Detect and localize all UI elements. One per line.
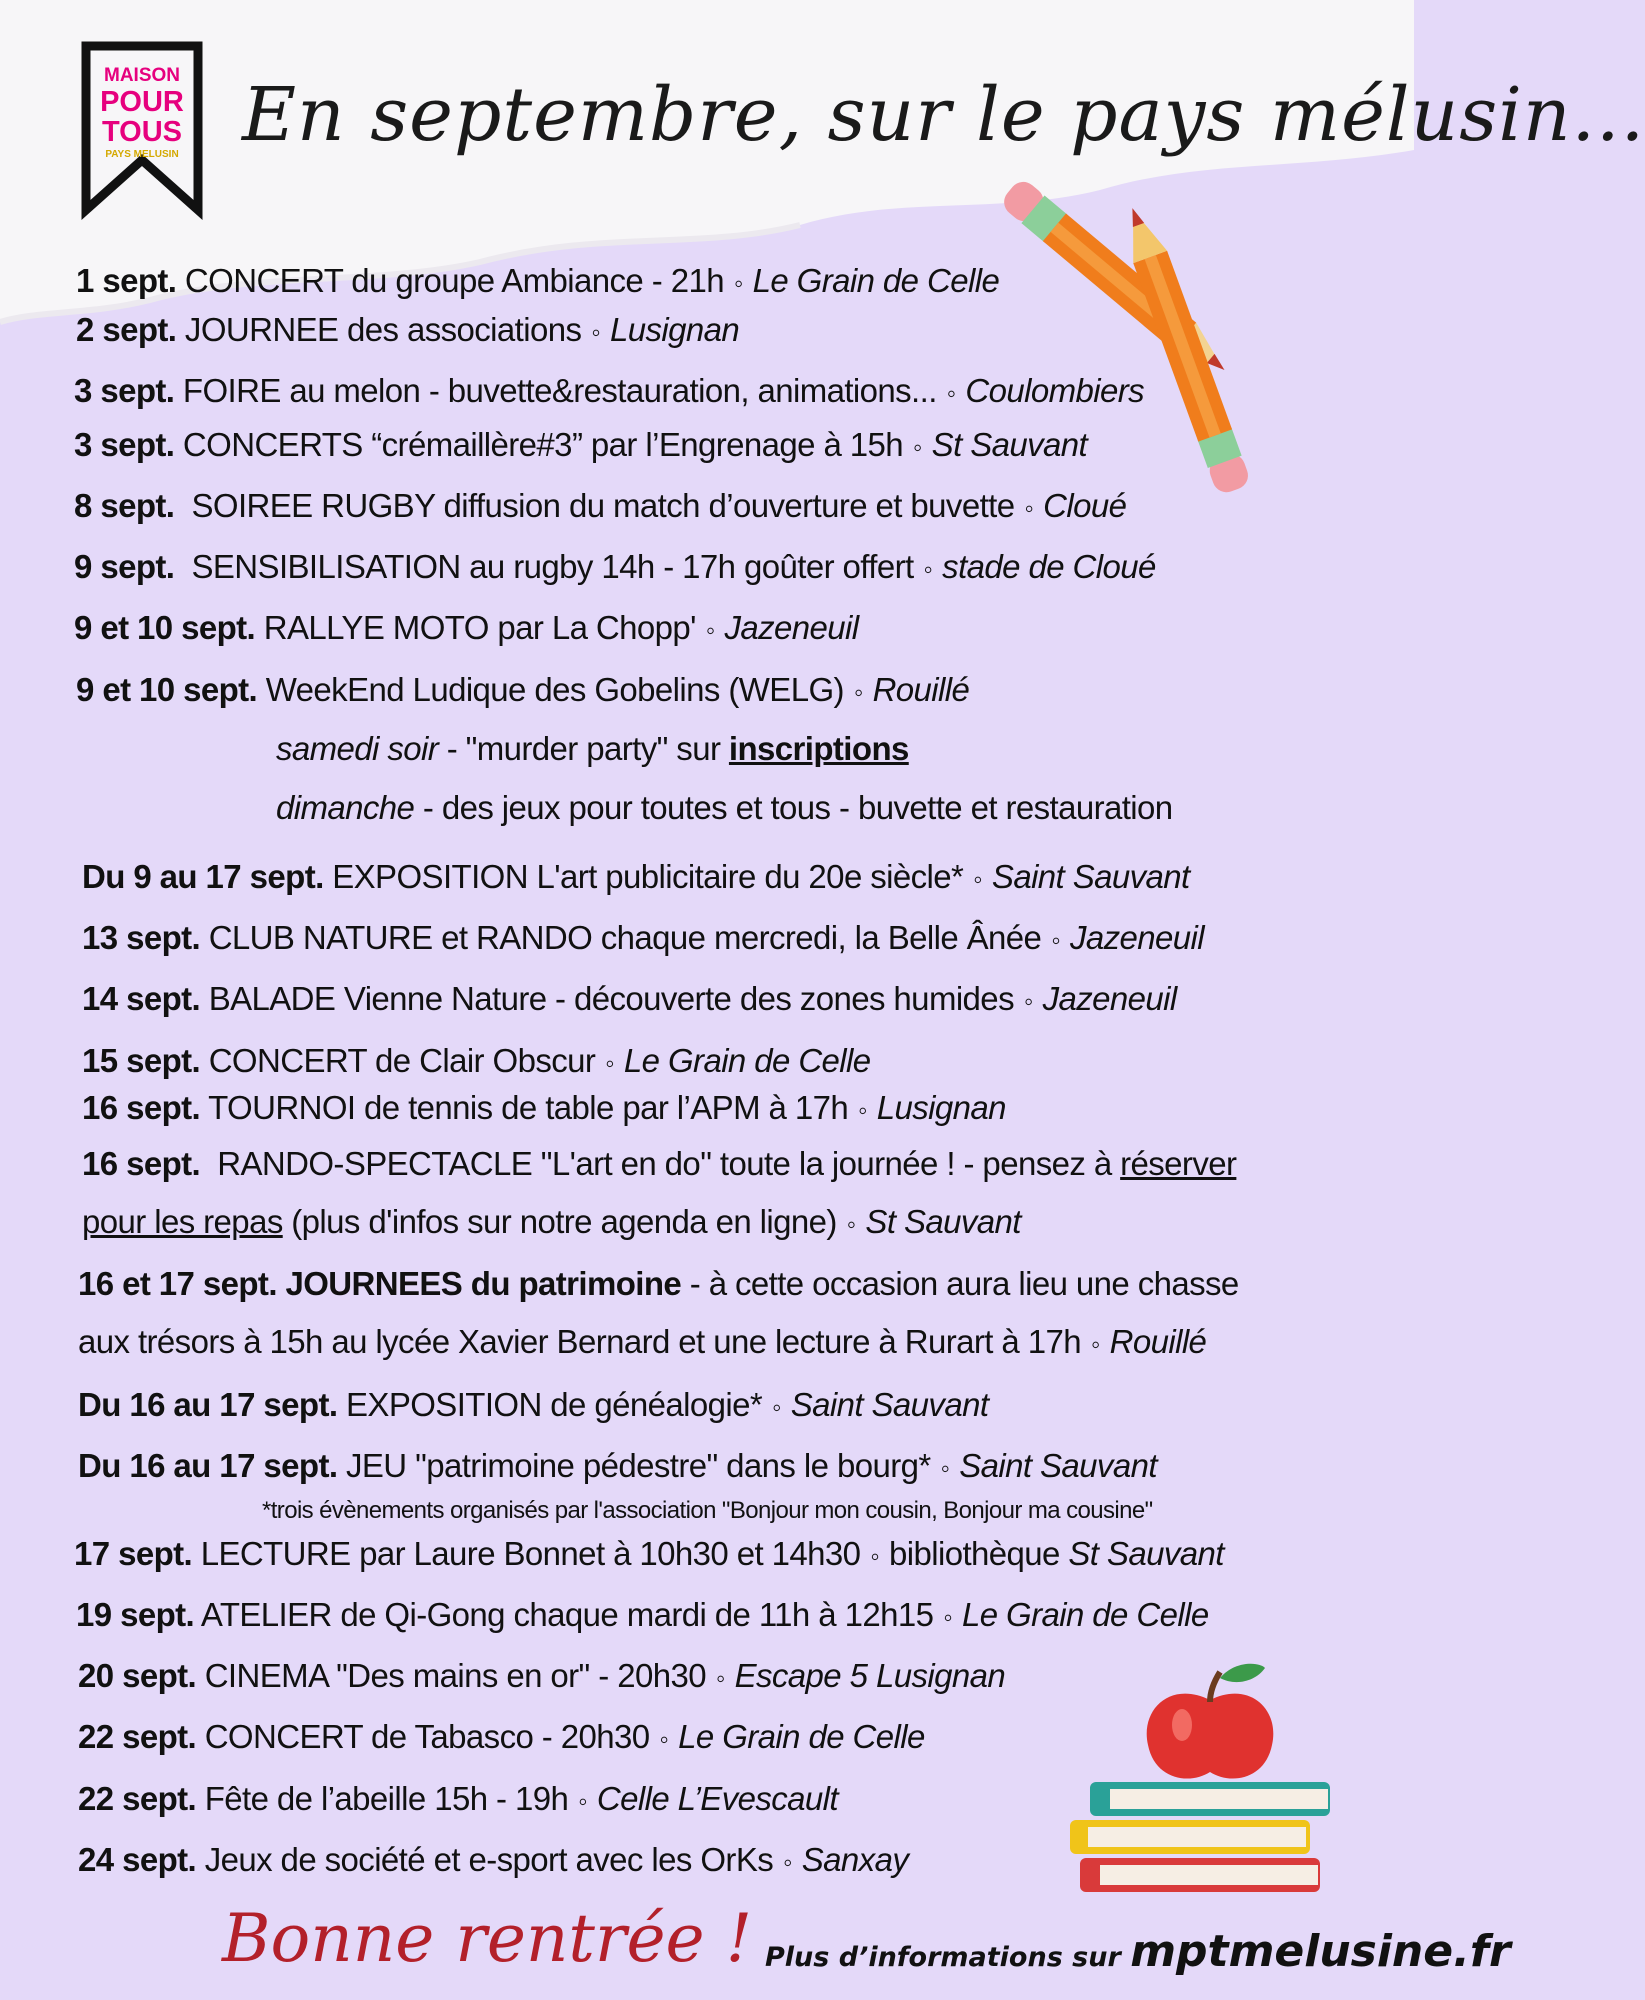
event-date: Du 16 au 17 sept.: [78, 1386, 338, 1423]
event-text: EXPOSITION de généalogie*: [346, 1386, 763, 1423]
event-date: 24 sept.: [78, 1841, 197, 1878]
event-date: 16 sept.: [82, 1089, 201, 1126]
event-date: 19 sept.: [76, 1596, 195, 1633]
separator-bullet-icon: ◦: [578, 1786, 587, 1816]
event-text: CINEMA "Des mains en or" - 20h30: [204, 1657, 706, 1694]
event-text: ATELIER de Qi-Gong chaque mardi de 11h à 12h15: [200, 1596, 934, 1633]
event-location: Le Grain de Celle: [961, 1596, 1209, 1633]
list-item: [76, 262, 999, 300]
event-location: Lusignan: [876, 1089, 1006, 1126]
welg-saturday: [276, 730, 909, 768]
event-text: BALADE Vienne Nature - découverte des zones humides: [208, 980, 1014, 1017]
event-date: 3 sept.: [74, 426, 175, 463]
event-text: EXPOSITION L'art publicitaire du 20e siècle*: [332, 858, 964, 895]
list-item: [78, 1718, 925, 1756]
event-text: LECTURE par Laure Bonnet à 10h30 et 14h30: [200, 1535, 861, 1572]
list-item: [82, 980, 1177, 1018]
event-location: Jazeneuil: [724, 609, 859, 646]
list-item: [74, 426, 1087, 464]
event-location-prefix: bibliothèque: [889, 1535, 1069, 1572]
event-date: 2 sept.: [76, 311, 177, 348]
rando-spectacle-line1: [82, 1145, 1236, 1183]
separator-bullet-icon: ◦: [1023, 986, 1033, 1016]
separator-bullet-icon: ◦: [783, 1847, 792, 1877]
event-location: Coulombiers: [965, 372, 1145, 409]
separator-bullet-icon: ◦: [946, 378, 956, 408]
list-item: [78, 1657, 1005, 1695]
event-text: TOURNOI de tennis de table par l’APM à 17h: [208, 1089, 849, 1126]
event-text: Fête de l’abeille 15h - 19h: [204, 1780, 569, 1817]
event-text: CONCERT de Tabasco - 20h30: [204, 1718, 650, 1755]
welg-sunday: [276, 789, 1173, 827]
event-text: SOIREE RUGBY diffusion du match d’ouverture et buvette: [191, 487, 1015, 524]
list-item: [74, 487, 1126, 525]
event-text: CLUB NATURE et RANDO chaque mercredi, la Belle Ânée: [208, 919, 1042, 956]
separator-bullet-icon: ◦: [591, 317, 600, 347]
event-date: 9 et 10 sept.: [76, 671, 258, 708]
logo-line-1: MAISON: [104, 65, 180, 86]
repas-link[interactable]: pour les repas: [82, 1203, 283, 1240]
event-date: 14 sept.: [82, 980, 201, 1017]
separator-bullet-icon: ◦: [772, 1392, 781, 1422]
event-date: 16 et 17 sept.: [78, 1265, 277, 1302]
list-item: [76, 1596, 1209, 1634]
separator-bullet-icon: ◦: [923, 554, 933, 584]
saturday-text: - "murder party" sur: [438, 730, 729, 767]
event-location: Saint Sauvant: [991, 858, 1190, 895]
event-location: Sanxay: [801, 1841, 909, 1878]
event-date: 17 sept.: [74, 1535, 193, 1572]
separator-bullet-icon: ◦: [870, 1541, 880, 1571]
event-text: RALLYE MOTO par La Chopp': [263, 609, 696, 646]
event-text: WeekEnd Ludique des Gobelins (WELG): [265, 671, 844, 708]
maison-pour-tous-logo: [80, 42, 204, 218]
saturday-label: samedi soir: [276, 730, 439, 767]
reserver-link[interactable]: réserver: [1120, 1145, 1237, 1182]
event-date: 9 et 10 sept.: [74, 609, 256, 646]
event-text: CONCERTS “crémaillère#3” par l’Engrenage à 15h: [182, 426, 904, 463]
list-item: [78, 1780, 838, 1818]
separator-bullet-icon: ◦: [940, 1453, 950, 1483]
apple-on-books-icon: [1060, 1660, 1360, 1900]
list-item: [76, 311, 739, 349]
event-location: Rouillé: [872, 671, 970, 708]
event-location: Rouillé: [1109, 1323, 1207, 1360]
sunday-text: - des jeux pour toutes et tous - buvette et restauration: [414, 789, 1173, 826]
list-item: [82, 1042, 871, 1080]
event-location: Jazeneuil: [1042, 980, 1177, 1017]
event-text: JOURNEE des associations: [184, 311, 582, 348]
event-text: SENSIBILISATION au rugby 14h - 17h goûter offert: [191, 548, 914, 585]
list-item: [82, 858, 1190, 896]
logo-line-4: PAYS MELUSIN: [105, 149, 179, 160]
event-text: - à cette occasion aura lieu une chasse: [681, 1265, 1239, 1302]
separator-bullet-icon: ◦: [715, 1663, 725, 1693]
event-location: Le Grain de Celle: [752, 262, 1000, 299]
event-location: Lusignan: [609, 311, 740, 348]
rando-spectacle-line2: [82, 1203, 1021, 1241]
event-location: Escape 5 Lusignan: [734, 1657, 1006, 1694]
event-location: Le Grain de Celle: [623, 1042, 871, 1079]
event-date: 16 sept.: [82, 1145, 201, 1182]
separator-bullet-icon: ◦: [705, 615, 715, 645]
separator-bullet-icon: ◦: [853, 677, 863, 707]
patrimoine-line2: [78, 1323, 1206, 1361]
event-location: Cloué: [1043, 487, 1127, 524]
separator-bullet-icon: ◦: [1051, 925, 1060, 955]
event-location: St Sauvant: [1068, 1535, 1224, 1572]
event-date: 3 sept.: [74, 372, 175, 409]
list-item: [78, 1386, 988, 1424]
event-text: JEU "patrimoine pédestre" dans le bourg*: [346, 1447, 931, 1484]
event-title: JOURNEES du patrimoine: [285, 1265, 682, 1302]
separator-bullet-icon: ◦: [846, 1209, 856, 1239]
list-item: [74, 372, 1144, 410]
event-location: Jazeneuil: [1069, 919, 1204, 956]
separator-bullet-icon: ◦: [943, 1602, 952, 1632]
event-date: 9 sept.: [74, 548, 175, 585]
event-location: Celle L’Evescault: [596, 1780, 838, 1817]
bonne-rentree-text: Bonne rentrée !: [222, 1900, 753, 1977]
event-date: 1 sept.: [76, 262, 177, 299]
event-date: 20 sept.: [78, 1657, 197, 1694]
event-text: RANDO-SPECTACLE "L'art en do" toute la journée ! - pensez à: [217, 1145, 1121, 1182]
sunday-label: dimanche: [276, 789, 415, 826]
list-item: [78, 1841, 908, 1879]
separator-bullet-icon: ◦: [973, 864, 982, 894]
separator-bullet-icon: ◦: [605, 1048, 614, 1078]
page-title: En septembre, sur le pays mélusin...: [242, 72, 1645, 158]
separator-bullet-icon: ◦: [1091, 1329, 1100, 1359]
event-text: FOIRE au melon - buvette&restauration, animations...: [182, 372, 937, 409]
event-text: (plus d'infos sur notre agenda en ligne): [282, 1203, 837, 1240]
event-date: 13 sept.: [82, 919, 201, 956]
event-location: Saint Sauvant: [790, 1386, 989, 1423]
logo-line-2: POUR: [100, 86, 184, 118]
footnote: *trois évènements organisés par l'association "Bonjour mon cousin, Bonjour ma cousine": [262, 1497, 1153, 1524]
separator-bullet-icon: ◦: [913, 432, 922, 462]
separator-bullet-icon: ◦: [1024, 493, 1034, 523]
list-item: [74, 1535, 1224, 1573]
more-info-text: [765, 1926, 1511, 1977]
logo-line-3: TOUS: [101, 116, 183, 148]
event-location: stade de Cloué: [942, 548, 1156, 585]
event-date: 22 sept.: [78, 1780, 197, 1817]
event-date: 8 sept.: [74, 487, 175, 524]
separator-bullet-icon: ◦: [733, 268, 743, 298]
event-location: St Sauvant: [931, 426, 1088, 463]
more-info-label: Plus d’informations sur: [765, 1942, 1131, 1973]
event-text: aux trésors à 15h au lycée Xavier Bernard et une lecture à Rurart à 17h: [78, 1323, 1081, 1360]
event-text: CONCERT de Clair Obscur: [208, 1042, 596, 1079]
event-location: St Sauvant: [865, 1203, 1021, 1240]
event-text: Jeux de société et e-sport avec les OrKs: [204, 1841, 774, 1878]
inscriptions-link[interactable]: inscriptions: [728, 730, 909, 767]
list-item: [74, 548, 1156, 586]
separator-bullet-icon: ◦: [659, 1724, 669, 1754]
event-date: Du 16 au 17 sept.: [78, 1447, 338, 1484]
separator-bullet-icon: ◦: [858, 1095, 867, 1125]
event-location: Le Grain de Celle: [678, 1718, 925, 1755]
list-item: [82, 1089, 1006, 1127]
event-date: Du 9 au 17 sept.: [82, 858, 324, 895]
list-item: [78, 1447, 1157, 1485]
list-item: [74, 609, 859, 647]
list-item: [76, 671, 969, 709]
event-date: 22 sept.: [78, 1718, 197, 1755]
list-item: [82, 919, 1204, 957]
event-location: Saint Sauvant: [959, 1447, 1157, 1484]
event-date: 15 sept.: [82, 1042, 201, 1079]
website-link[interactable]: mptmelusine.fr: [1130, 1926, 1511, 1977]
event-text: CONCERT du groupe Ambiance - 21h: [184, 262, 724, 299]
patrimoine-line1: [78, 1265, 1239, 1303]
